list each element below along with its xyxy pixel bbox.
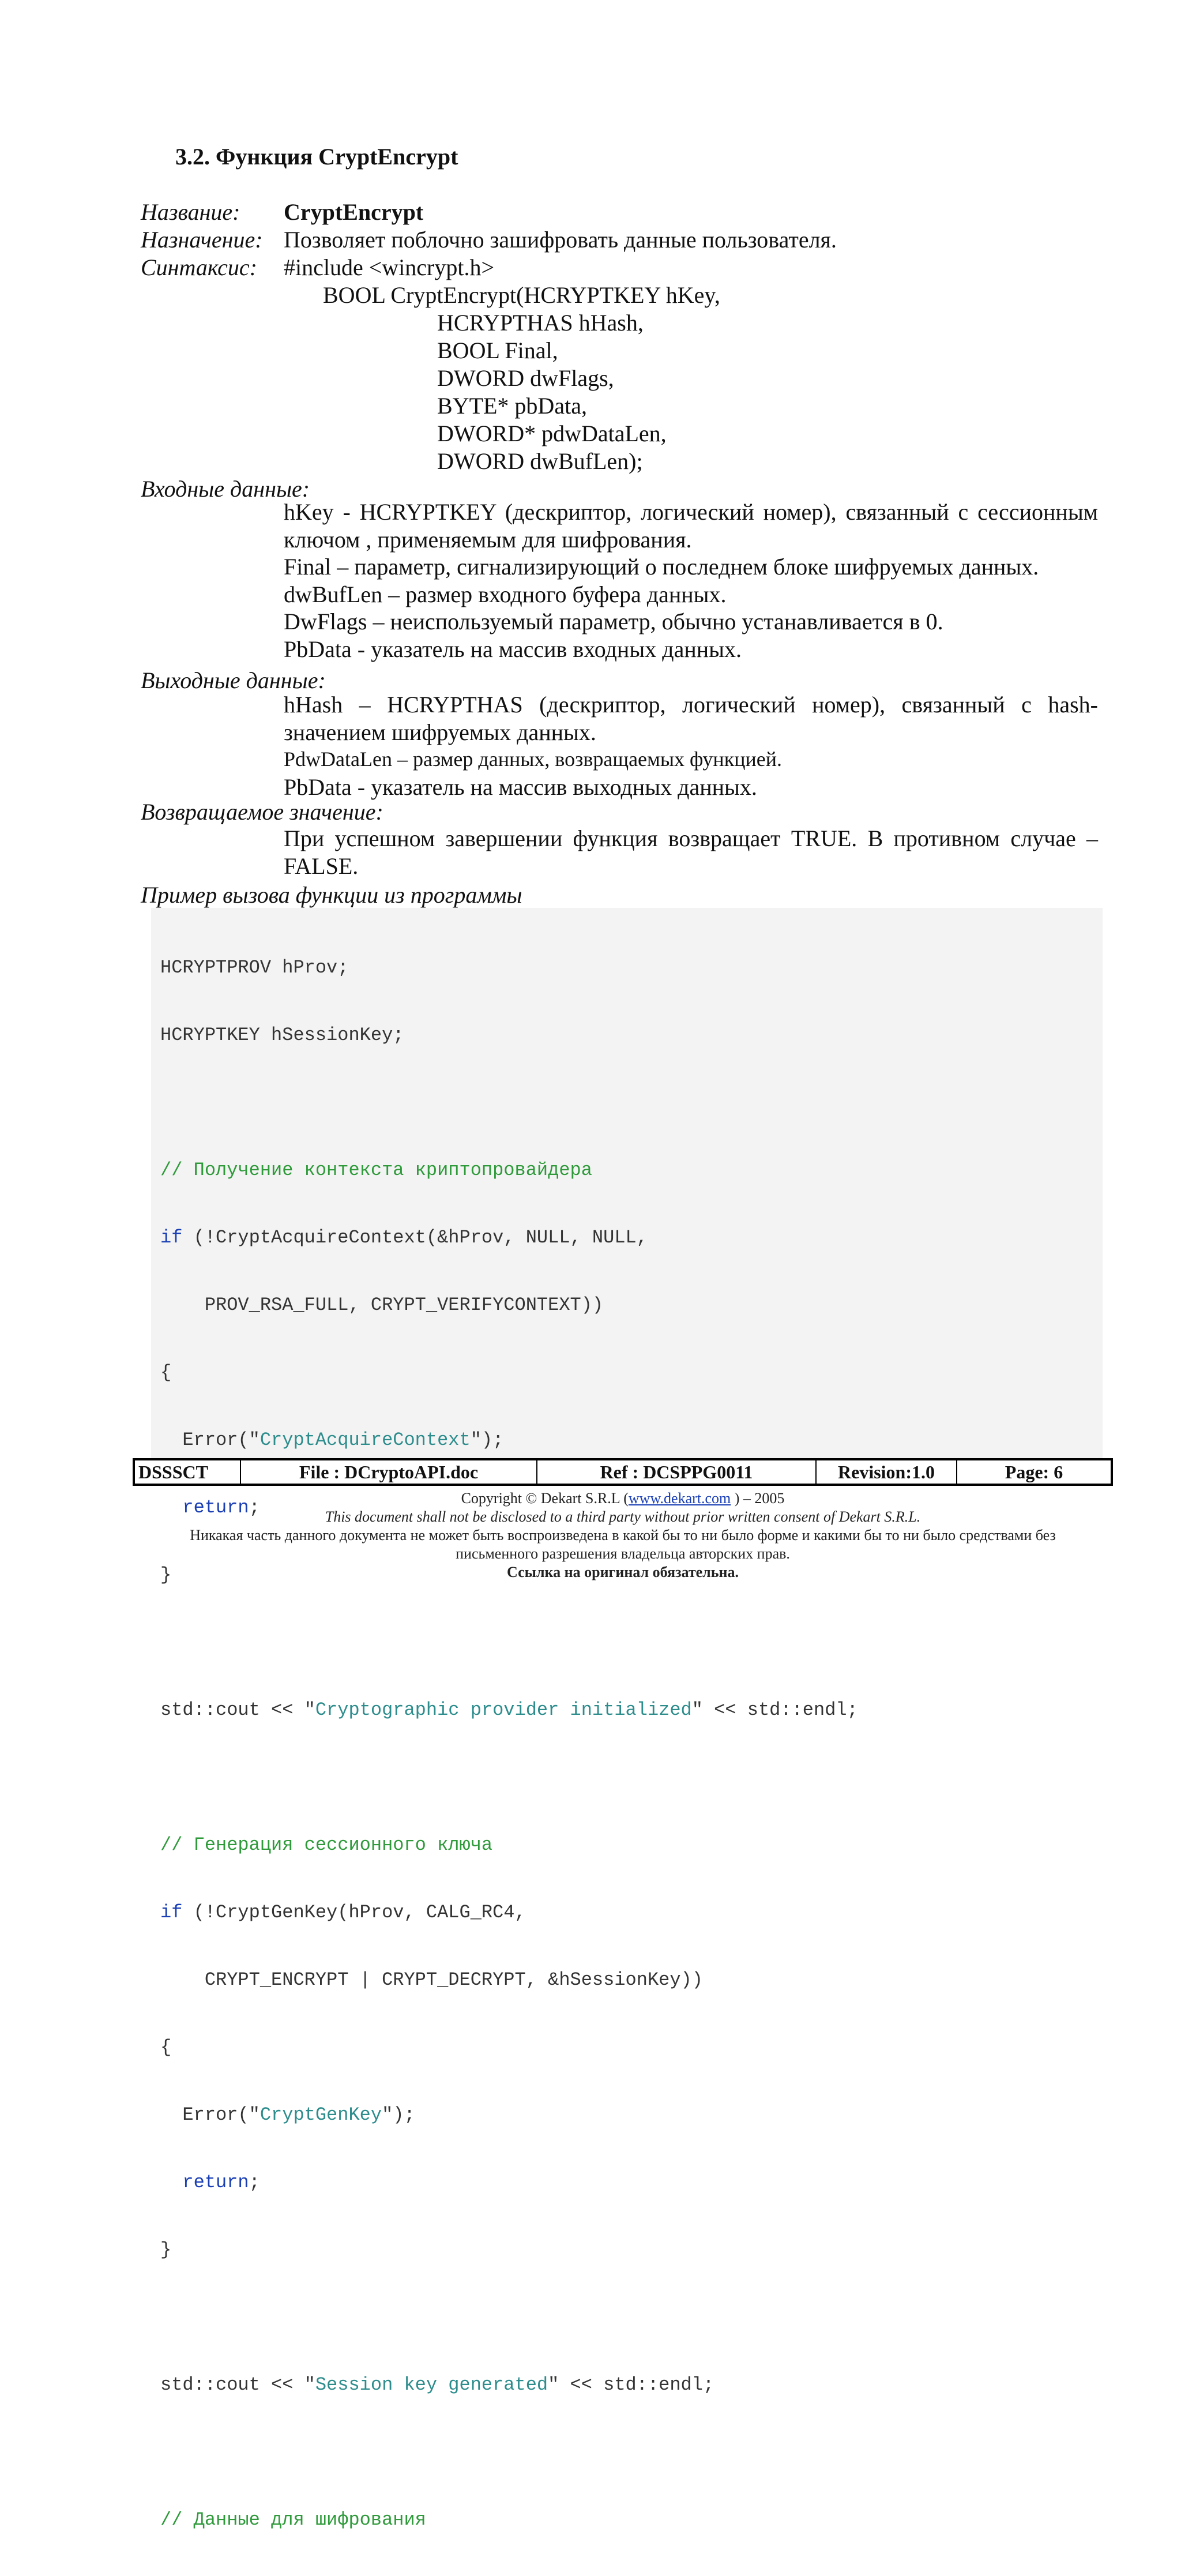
code-line [160, 1766, 858, 1789]
return-label: Возвращаемое значение: [141, 799, 383, 825]
signature-line: DWORD* pdwDataLen, [437, 420, 667, 446]
output-param: PbData - указатель на массив выходных данных. [284, 773, 757, 800]
signature-line: DWORD dwBufLen); [437, 448, 643, 474]
code-line: if (!CryptGenKey(hProv, CALG_RC4, [160, 1902, 526, 1923]
code-comment: // Получение контекста криптопровайдера [160, 1159, 592, 1181]
code-line: { [160, 2037, 172, 2058]
code-line: CRYPT_ENCRYPT | CRYPT_DECRYPT, &hSessionKey)) [160, 1969, 703, 1991]
input-param: dwBufLen – размер входного буфера данных. [284, 581, 727, 607]
signature-line: BOOL CryptEncrypt(HCRYPTKEY hKey, [323, 282, 720, 308]
code-line: PROV_RSA_FULL, CRYPT_VERIFYCONTEXT)) [160, 1294, 604, 1316]
code-line: Error("CryptGenKey"); [160, 2104, 415, 2126]
code-line: HCRYPTPROV hProv; [160, 957, 349, 978]
signature-line: DWORD dwFlags, [437, 365, 614, 391]
input-params [284, 498, 1098, 663]
dekart-link[interactable]: www.dekart.com [628, 1490, 731, 1507]
code-line: HCRYPTKEY hSessionKey; [160, 1024, 404, 1046]
output-param: PdwDataLen – размер данных, возвращаемых функцией. [284, 748, 782, 771]
name-value: CryptEncrypt [284, 199, 424, 225]
code-line [160, 1631, 858, 1654]
section-title: 3.2. Функция CryptEncrypt [175, 144, 458, 170]
footer-disclaimer-ru: Никакая часть данного документа не может быть воспроизведена в какой бы то ни было форме и какими бы то ни было средствами без письменного разрешения владельца авторских прав. [190, 1527, 1056, 1562]
name-label: Название: [141, 199, 240, 225]
return-value [284, 825, 1098, 880]
example-label: Пример вызова функции из программы [141, 882, 522, 908]
code-line [160, 2441, 858, 2464]
footer-disclaimer-en: This document shall not be disclosed to a third party without prior written consent of Dekart S.R.L. [325, 1508, 921, 1525]
footer-org: DSSSCT [134, 1459, 240, 1485]
code-line: } [160, 2239, 172, 2260]
code-line [160, 1091, 858, 1114]
code-line: std::cout << "Cryptographic provider initialized" << std::endl; [160, 1699, 858, 1721]
signature-line: HCRYPTHAS hHash, [437, 310, 644, 336]
syntax-label: Синтаксис: [141, 254, 257, 280]
input-param: hKey - HCRYPTKEY (дескриптор, логический номер), связанный с сессионным ключом , применяемым для шифрования. [284, 499, 1098, 553]
signature-line: BOOL Final, [437, 337, 558, 363]
footer-table [133, 1458, 1113, 1486]
input-param: Final – параметр, сигнализирующий о последнем блоке шифруемых данных. [284, 554, 1039, 580]
signature-line: BYTE* pbData, [437, 393, 587, 419]
code-line: } [160, 1564, 172, 1586]
code-line: std::cout << "Session key generated" << std::endl; [160, 2374, 714, 2395]
purpose-value: Позволяет поблочно зашифровать данные пользователя. [284, 227, 837, 253]
output-params [284, 691, 1098, 801]
code-line: return; [182, 2172, 260, 2193]
code-block [160, 911, 858, 2576]
footer-link-required: Ссылка на оригинал обязательна. [507, 1564, 739, 1580]
code-line: Error("CryptAcquireContext"); [160, 1429, 504, 1451]
footer-copyright: Copyright © Dekart S.R.L (www.dekart.com ) – 2005 [461, 1490, 785, 1507]
code-line: if (!CryptAcquireContext(&hProv, NULL, NULL, [160, 1227, 648, 1248]
code-line: { [160, 1362, 172, 1383]
footer-revision: Revision:1.0 [816, 1459, 957, 1485]
footer-page-number: Page: 6 [957, 1459, 1112, 1485]
output-label: Выходные данные: [141, 667, 326, 693]
purpose-label: Назначение: [141, 227, 263, 253]
code-comment: // Генерация сессионного ключа [160, 1834, 493, 1856]
output-param: hHash – HCRYPTHAS (дескриптор, логический номер), связанный с hash-значением шифруемых данных. [284, 692, 1098, 745]
input-param: PbData - указатель на массив входных данных. [284, 636, 742, 662]
input-label: Входные данные: [141, 476, 310, 502]
input-param: DwFlags – неиспользуемый параметр, обычно устанавливается в 0. [284, 609, 943, 634]
footer-file: File : DCryptoAPI.doc [240, 1459, 537, 1485]
code-line: return; [182, 1497, 260, 1518]
code-line [160, 2306, 858, 2329]
code-comment: // Данные для шифрования [160, 2509, 426, 2530]
return-text: При успешном завершении функция возвращает TRUE. В противном случае – FALSE. [284, 825, 1098, 879]
footer-ref: Ref : DCSPPG0011 [537, 1459, 816, 1485]
syntax-include: #include <wincrypt.h> [284, 254, 495, 280]
